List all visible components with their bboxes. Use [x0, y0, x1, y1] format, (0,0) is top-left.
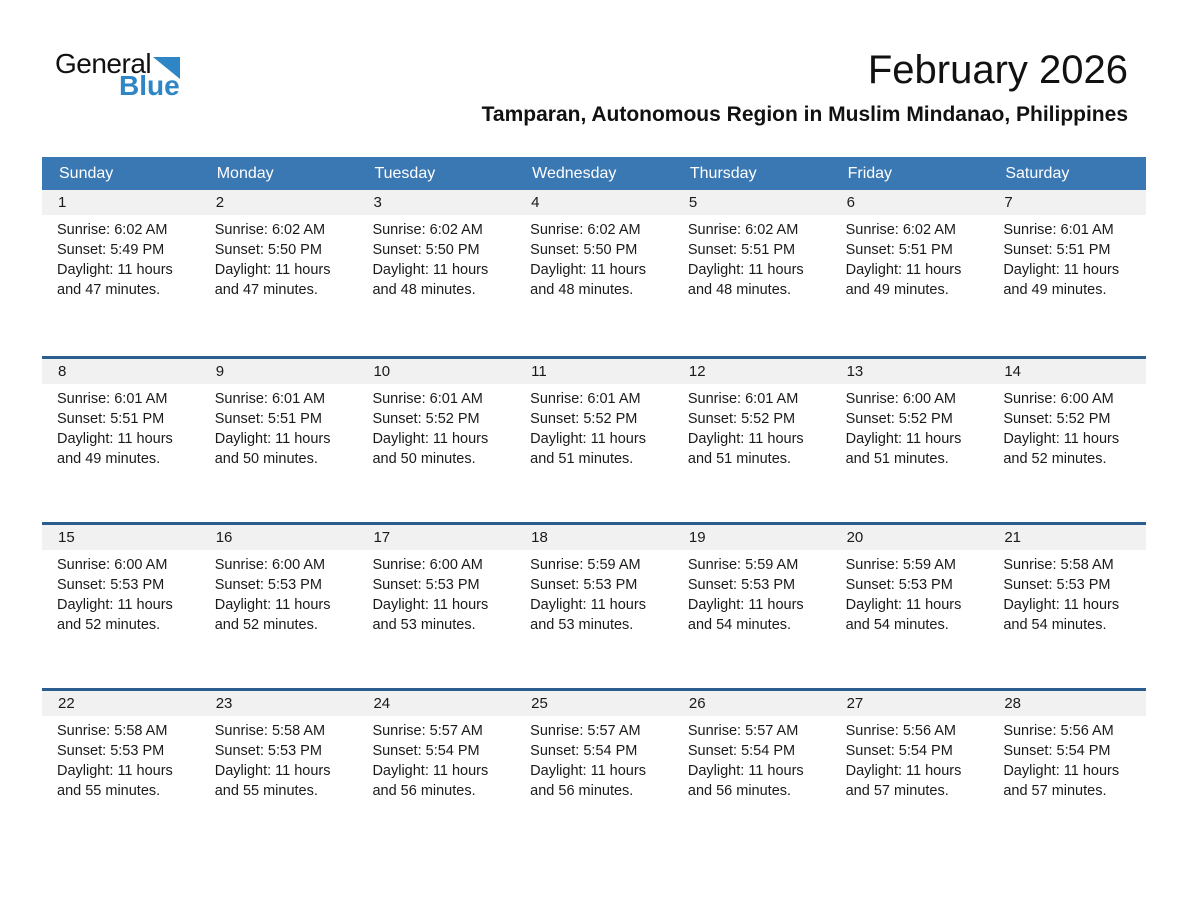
sunset-text: Sunset: 5:53 PM	[1003, 577, 1111, 593]
day-details	[42, 384, 200, 469]
weekday-header-sunday: Sunday	[59, 164, 114, 182]
day-number: 17	[357, 525, 515, 550]
daylight-text: Daylight: 11 hours and 56 minutes.	[687, 763, 804, 799]
daylight-text: Daylight: 11 hours and 53 minutes.	[530, 597, 646, 633]
daylight-text: Daylight: 11 hours and 48 minutes.	[530, 262, 646, 298]
day-details	[357, 384, 515, 469]
sunrise-text: Sunrise: 6:02 AM	[57, 222, 168, 238]
weekday-header-tuesday: Tuesday	[374, 164, 436, 182]
day-details	[831, 550, 989, 635]
day-number: 20	[831, 525, 989, 550]
day-details	[515, 384, 673, 469]
day-details	[673, 716, 831, 801]
day-cell-3	[357, 190, 515, 356]
sunset-text: Sunset: 5:54 PM	[845, 743, 953, 759]
daylight-text: Daylight: 11 hours and 54 minutes.	[1003, 597, 1120, 633]
day-number: 22	[42, 691, 200, 716]
day-details	[988, 716, 1146, 801]
daylight-text: Daylight: 11 hours and 56 minutes.	[372, 763, 489, 799]
day-number: 3	[357, 190, 515, 215]
day-cell-27	[831, 691, 989, 854]
sunrise-text: Sunrise: 5:58 AM	[57, 723, 168, 739]
sunrise-text: Sunrise: 5:58 AM	[214, 723, 326, 739]
sunrise-text: Sunrise: 6:00 AM	[1003, 391, 1114, 407]
day-number: 14	[988, 359, 1146, 384]
daylight-text: Daylight: 11 hours and 54 minutes.	[687, 597, 804, 633]
day-cell-5	[673, 190, 831, 356]
sunrise-text: Sunrise: 6:01 AM	[1003, 222, 1114, 238]
daylight-text: Daylight: 11 hours and 52 minutes.	[214, 597, 331, 633]
sunset-text: Sunset: 5:53 PM	[530, 577, 638, 593]
day-cell-8	[42, 359, 200, 522]
logo-text-blue: Blue	[119, 70, 180, 101]
sunset-text: Sunset: 5:54 PM	[1003, 743, 1111, 759]
day-details	[357, 716, 515, 801]
day-cell-19	[673, 525, 831, 688]
title-block	[180, 48, 1128, 127]
day-number: 13	[831, 359, 989, 384]
day-number: 16	[200, 525, 358, 550]
day-number: 9	[200, 359, 358, 384]
sunrise-text: Sunrise: 6:00 AM	[214, 557, 326, 573]
day-number: 21	[988, 525, 1146, 550]
day-cell-17	[357, 525, 515, 688]
day-cell-11	[515, 359, 673, 522]
daylight-text: Daylight: 11 hours and 47 minutes.	[57, 262, 173, 298]
day-number: 7	[988, 190, 1146, 215]
daylight-text: Daylight: 11 hours and 51 minutes.	[530, 431, 646, 467]
sunset-text: Sunset: 5:52 PM	[372, 411, 480, 427]
day-number: 24	[357, 691, 515, 716]
day-cell-24	[357, 691, 515, 854]
week-row-1	[42, 190, 1146, 356]
sunrise-text: Sunrise: 5:57 AM	[530, 723, 641, 739]
day-cell-21	[988, 525, 1146, 688]
sunset-text: Sunset: 5:54 PM	[530, 743, 638, 759]
weekday-header-row	[42, 157, 1146, 190]
sunrise-text: Sunrise: 5:58 AM	[1003, 557, 1114, 573]
daylight-text: Daylight: 11 hours and 57 minutes.	[1003, 763, 1120, 799]
day-details	[831, 215, 989, 300]
day-number: 27	[831, 691, 989, 716]
day-cell-7	[988, 190, 1146, 356]
daylight-text: Daylight: 11 hours and 50 minutes.	[372, 431, 489, 467]
week-row-2	[42, 356, 1146, 522]
sunset-text: Sunset: 5:49 PM	[57, 242, 165, 258]
day-number: 19	[673, 525, 831, 550]
day-number: 23	[200, 691, 358, 716]
day-details	[673, 215, 831, 300]
sunset-text: Sunset: 5:51 PM	[214, 411, 322, 427]
sunset-text: Sunset: 5:52 PM	[845, 411, 953, 427]
day-cell-13	[831, 359, 989, 522]
daylight-text: Daylight: 11 hours and 49 minutes.	[57, 431, 173, 467]
sunset-text: Sunset: 5:54 PM	[372, 743, 480, 759]
location-subtitle: Tamparan, Autonomous Region in Muslim Mindanao, Philippines	[481, 103, 1128, 126]
sunrise-text: Sunrise: 5:59 AM	[687, 557, 799, 573]
sunrise-text: Sunrise: 5:56 AM	[845, 723, 957, 739]
daylight-text: Daylight: 11 hours and 51 minutes.	[687, 431, 804, 467]
sunrise-text: Sunrise: 5:57 AM	[687, 723, 799, 739]
day-cell-14	[988, 359, 1146, 522]
day-number: 11	[515, 359, 673, 384]
sunrise-text: Sunrise: 6:00 AM	[845, 391, 957, 407]
sunrise-text: Sunrise: 6:01 AM	[214, 391, 326, 407]
day-details	[988, 550, 1146, 635]
day-number: 15	[42, 525, 200, 550]
day-number: 10	[357, 359, 515, 384]
sunset-text: Sunset: 5:53 PM	[57, 577, 165, 593]
daylight-text: Daylight: 11 hours and 52 minutes.	[57, 597, 173, 633]
day-cell-10	[357, 359, 515, 522]
day-cell-23	[200, 691, 358, 854]
sunset-text: Sunset: 5:53 PM	[845, 577, 953, 593]
day-details	[200, 550, 358, 635]
day-details	[515, 550, 673, 635]
weekday-header-friday: Friday	[847, 164, 893, 182]
day-number: 1	[42, 190, 200, 215]
sunset-text: Sunset: 5:50 PM	[214, 242, 322, 258]
day-details	[200, 384, 358, 469]
daylight-text: Daylight: 11 hours and 47 minutes.	[214, 262, 331, 298]
sunset-text: Sunset: 5:51 PM	[1003, 242, 1111, 258]
sunset-text: Sunset: 5:53 PM	[372, 577, 480, 593]
day-cell-26	[673, 691, 831, 854]
day-cell-2	[200, 190, 358, 356]
day-number: 2	[200, 190, 358, 215]
sunset-text: Sunset: 5:50 PM	[372, 242, 480, 258]
daylight-text: Daylight: 11 hours and 49 minutes.	[845, 262, 962, 298]
day-details	[42, 550, 200, 635]
sunset-text: Sunset: 5:53 PM	[57, 743, 165, 759]
day-cell-18	[515, 525, 673, 688]
day-details	[988, 384, 1146, 469]
sunrise-text: Sunrise: 6:01 AM	[530, 391, 641, 407]
weekday-header-thursday: Thursday	[689, 164, 757, 182]
daylight-text: Daylight: 11 hours and 49 minutes.	[1003, 262, 1120, 298]
daylight-text: Daylight: 11 hours and 52 minutes.	[1003, 431, 1120, 467]
day-number: 25	[515, 691, 673, 716]
sunset-text: Sunset: 5:52 PM	[530, 411, 638, 427]
day-number: 6	[831, 190, 989, 215]
daylight-text: Daylight: 11 hours and 57 minutes.	[845, 763, 962, 799]
sunset-text: Sunset: 5:51 PM	[687, 242, 796, 258]
day-details	[831, 716, 989, 801]
day-details	[357, 550, 515, 635]
weekday-header-saturday: Saturday	[1005, 164, 1070, 182]
day-cell-4	[515, 190, 673, 356]
daylight-text: Daylight: 11 hours and 55 minutes.	[214, 763, 331, 799]
logo-text-general: General	[55, 48, 152, 79]
sunset-text: Sunset: 5:50 PM	[530, 242, 638, 258]
day-number: 18	[515, 525, 673, 550]
day-details	[200, 215, 358, 300]
day-number: 8	[42, 359, 200, 384]
sunrise-text: Sunrise: 6:00 AM	[57, 557, 168, 573]
sunrise-text: Sunrise: 6:02 AM	[687, 222, 799, 238]
sunset-text: Sunset: 5:51 PM	[845, 242, 953, 258]
logo	[55, 48, 180, 102]
day-cell-12	[673, 359, 831, 522]
month-title: February 2026	[867, 48, 1128, 92]
page-header	[0, 0, 1188, 157]
day-details	[673, 550, 831, 635]
weekday-header-wednesday: Wednesday	[532, 164, 617, 182]
daylight-text: Daylight: 11 hours and 55 minutes.	[57, 763, 173, 799]
daylight-text: Daylight: 11 hours and 56 minutes.	[530, 763, 646, 799]
day-details	[200, 716, 358, 801]
day-cell-16	[200, 525, 358, 688]
sunrise-text: Sunrise: 5:59 AM	[845, 557, 957, 573]
sunrise-text: Sunrise: 6:02 AM	[214, 222, 326, 238]
day-details	[673, 384, 831, 469]
day-cell-1	[42, 190, 200, 356]
sunrise-text: Sunrise: 6:01 AM	[57, 391, 168, 407]
sunset-text: Sunset: 5:53 PM	[214, 743, 322, 759]
sunrise-text: Sunrise: 5:57 AM	[372, 723, 483, 739]
week-row-4	[42, 688, 1146, 854]
sunrise-text: Sunrise: 6:01 AM	[687, 391, 799, 407]
day-details	[831, 384, 989, 469]
day-cell-15	[42, 525, 200, 688]
day-details	[515, 215, 673, 300]
sunrise-text: Sunrise: 5:59 AM	[530, 557, 641, 573]
sunset-text: Sunset: 5:51 PM	[57, 411, 165, 427]
sunrise-text: Sunrise: 6:02 AM	[530, 222, 641, 238]
week-row-3	[42, 522, 1146, 688]
daylight-text: Daylight: 11 hours and 51 minutes.	[845, 431, 962, 467]
sunrise-text: Sunrise: 6:02 AM	[372, 222, 483, 238]
calendar-weeks	[42, 190, 1146, 854]
day-number: 5	[673, 190, 831, 215]
sunset-text: Sunset: 5:53 PM	[214, 577, 322, 593]
sunrise-text: Sunrise: 6:02 AM	[845, 222, 957, 238]
day-cell-22	[42, 691, 200, 854]
sunset-text: Sunset: 5:52 PM	[1003, 411, 1111, 427]
sunrise-text: Sunrise: 5:56 AM	[1003, 723, 1114, 739]
day-details	[988, 215, 1146, 300]
daylight-text: Daylight: 11 hours and 50 minutes.	[214, 431, 331, 467]
sunrise-text: Sunrise: 6:01 AM	[372, 391, 483, 407]
day-details	[357, 215, 515, 300]
calendar	[42, 157, 1146, 854]
day-number: 26	[673, 691, 831, 716]
day-number: 12	[673, 359, 831, 384]
day-cell-20	[831, 525, 989, 688]
day-details	[42, 215, 200, 300]
day-number: 4	[515, 190, 673, 215]
daylight-text: Daylight: 11 hours and 53 minutes.	[372, 597, 489, 633]
day-details	[515, 716, 673, 801]
day-details	[42, 716, 200, 801]
sunset-text: Sunset: 5:54 PM	[687, 743, 796, 759]
day-cell-9	[200, 359, 358, 522]
day-number: 28	[988, 691, 1146, 716]
sunset-text: Sunset: 5:52 PM	[687, 411, 796, 427]
day-cell-28	[988, 691, 1146, 854]
weekday-header-monday: Monday	[216, 164, 274, 182]
sunrise-text: Sunrise: 6:00 AM	[372, 557, 483, 573]
sunset-text: Sunset: 5:53 PM	[687, 577, 796, 593]
day-cell-6	[831, 190, 989, 356]
daylight-text: Daylight: 11 hours and 54 minutes.	[845, 597, 962, 633]
daylight-text: Daylight: 11 hours and 48 minutes.	[372, 262, 489, 298]
day-cell-25	[515, 691, 673, 854]
daylight-text: Daylight: 11 hours and 48 minutes.	[687, 262, 804, 298]
